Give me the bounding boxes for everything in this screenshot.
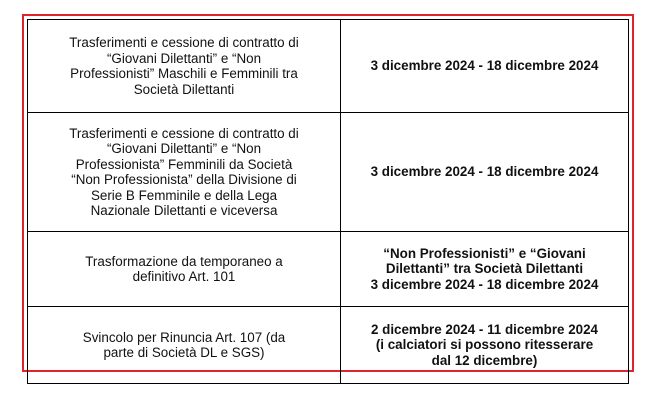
table-row — [28, 113, 629, 232]
period-cell — [341, 20, 629, 113]
period-line: dal 12 dicembre) — [431, 352, 538, 368]
period-line: Dilettanti” tra Società Dilettanti — [385, 261, 584, 277]
period-line: (i calciatori si possono ritesserare — [375, 337, 594, 353]
description-line: definitivo Art. 101 — [132, 269, 236, 284]
table-frame — [22, 14, 634, 372]
description-line: Professionisti” Maschili e Femminili tra — [70, 66, 298, 81]
period-line: 3 dicembre 2024 - 18 dicembre 2024 — [370, 164, 599, 180]
period-cell — [341, 113, 629, 232]
description-cell — [28, 113, 341, 232]
description-line: Trasferimenti e cessione di contratto di — [69, 35, 299, 50]
table-row — [28, 20, 629, 113]
description-line: “Giovani Dilettanti” e “Non — [106, 50, 262, 66]
table-row — [28, 232, 629, 307]
description-line: parte di Società DL e SGS) — [103, 345, 265, 360]
description-cell — [28, 232, 341, 307]
description-line: Serie B Femminile e della Lega — [90, 187, 278, 203]
description-line: Trasformazione da temporaneo a — [85, 253, 283, 269]
description-line: “Non Professionista” della Divisione di — [71, 172, 297, 187]
table-row — [28, 307, 629, 384]
description-line: Società Dilettanti — [133, 81, 235, 97]
description-line: Svincolo per Rinuncia Art. 107 (da — [82, 329, 286, 345]
deadlines-table — [27, 19, 629, 384]
description-line: Trasferimenti e cessione di contratto di — [69, 125, 299, 141]
description-line: “Giovani Dilettanti” e “Non — [106, 141, 262, 156]
description-line: Nazionale Dilettanti e viceversa — [90, 203, 278, 218]
period-cell — [341, 232, 629, 307]
period-line: 3 dicembre 2024 - 18 dicembre 2024 — [370, 58, 599, 74]
period-cell — [341, 307, 629, 384]
period-line: 3 dicembre 2024 - 18 dicembre 2024 — [370, 276, 599, 292]
period-line: “Non Professionisti” e “Giovani — [383, 245, 586, 261]
period-line: 2 dicembre 2024 - 11 dicembre 2024 — [370, 321, 599, 337]
description-cell — [28, 20, 341, 113]
description-line: Professionista” Femminili da Società — [75, 156, 293, 172]
description-cell — [28, 307, 341, 384]
